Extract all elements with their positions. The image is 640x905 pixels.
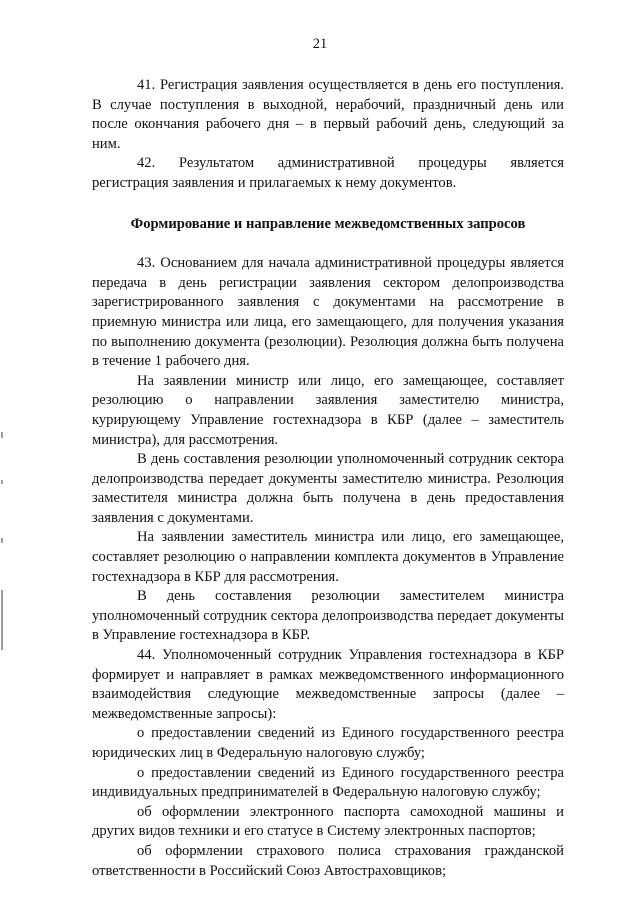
list-item-insurance: об оформлении страхового полиса страхования гражданской ответственности в Российский Союз Автостраховщиков; xyxy=(92,842,564,879)
paragraph-deputy-resolution: На заявлении заместитель министра или лицо, его замещающее, составляет резолюцию о направлении комплекта документов в Управление гостехнадзора в КБР для рассмотрения. xyxy=(92,529,564,585)
list-item-egrip: о предоставлении сведений из Единого государственного реестра индивидуальных предпринимателей в Федеральную налоговую службу; xyxy=(92,764,564,801)
paragraph-minister-resolution: На заявлении министр или лицо, его замещающее, составляет резолюцию о направлении заявления заместителю министра, курирующему Управление гостехнадзора в КБР (далее – заместитель министра), для рассмотрения. xyxy=(92,372,564,448)
binding-margin-marks xyxy=(0,420,6,680)
document-body xyxy=(92,76,564,881)
section-heading: Формирование и направление межведомственных запросов xyxy=(130,215,526,232)
list-item-e-passport: об оформлении электронного паспорта самоходной машины и других видов техники и его статусе в Систему электронных паспортов; xyxy=(92,803,564,840)
page-number: 21 xyxy=(312,36,328,52)
list-item-egrul: о предоставлении сведений из Единого государственного реестра юридических лиц в Федеральную налоговую службу; xyxy=(92,725,564,761)
paragraph-42: 42. Результатом административной процедуры является регистрация заявления и прилагаемых к нему документов. xyxy=(92,155,564,191)
paragraph-resolution-day: В день составления резолюции уполномоченный сотрудник сектора делопроизводства передает документы заместителю министра. Резолюция заместителя министра должна быть получена в день предоставления заявления с документами. xyxy=(92,451,564,526)
paragraph-44: 44. Уполномоченный сотрудник Управления гостехнадзора в КБР формирует и направляет в рамках межведомственного информационного взаимодействия следующие межведомственные запросы (далее – межведомственные запросы): xyxy=(92,647,564,722)
paragraph-41: 41. Регистрация заявления осуществляется в день его поступления. В случае поступления в выходной, нерабочий, праздничный день или после окончания рабочего дня – в первый рабочий день, следующий за ним. xyxy=(92,77,564,152)
paragraph-43: 43. Основанием для начала административной процедуры является передача в день регистрации заявления сектором делопроизводства зарегистрированного заявления с документами на рассмотрение в приемную министра или лица, его замещающего, для получения указания по выполнению документа (резолюции). Резолюция должна быть получена в течение 1 рабочего дня. xyxy=(92,255,564,370)
paragraph-deputy-resolution-day: В день составления резолюции заместителем министра уполномоченный сотрудник сектора делопроизводства передает документы в Управление гостехнадзора в КБР. xyxy=(92,588,564,644)
